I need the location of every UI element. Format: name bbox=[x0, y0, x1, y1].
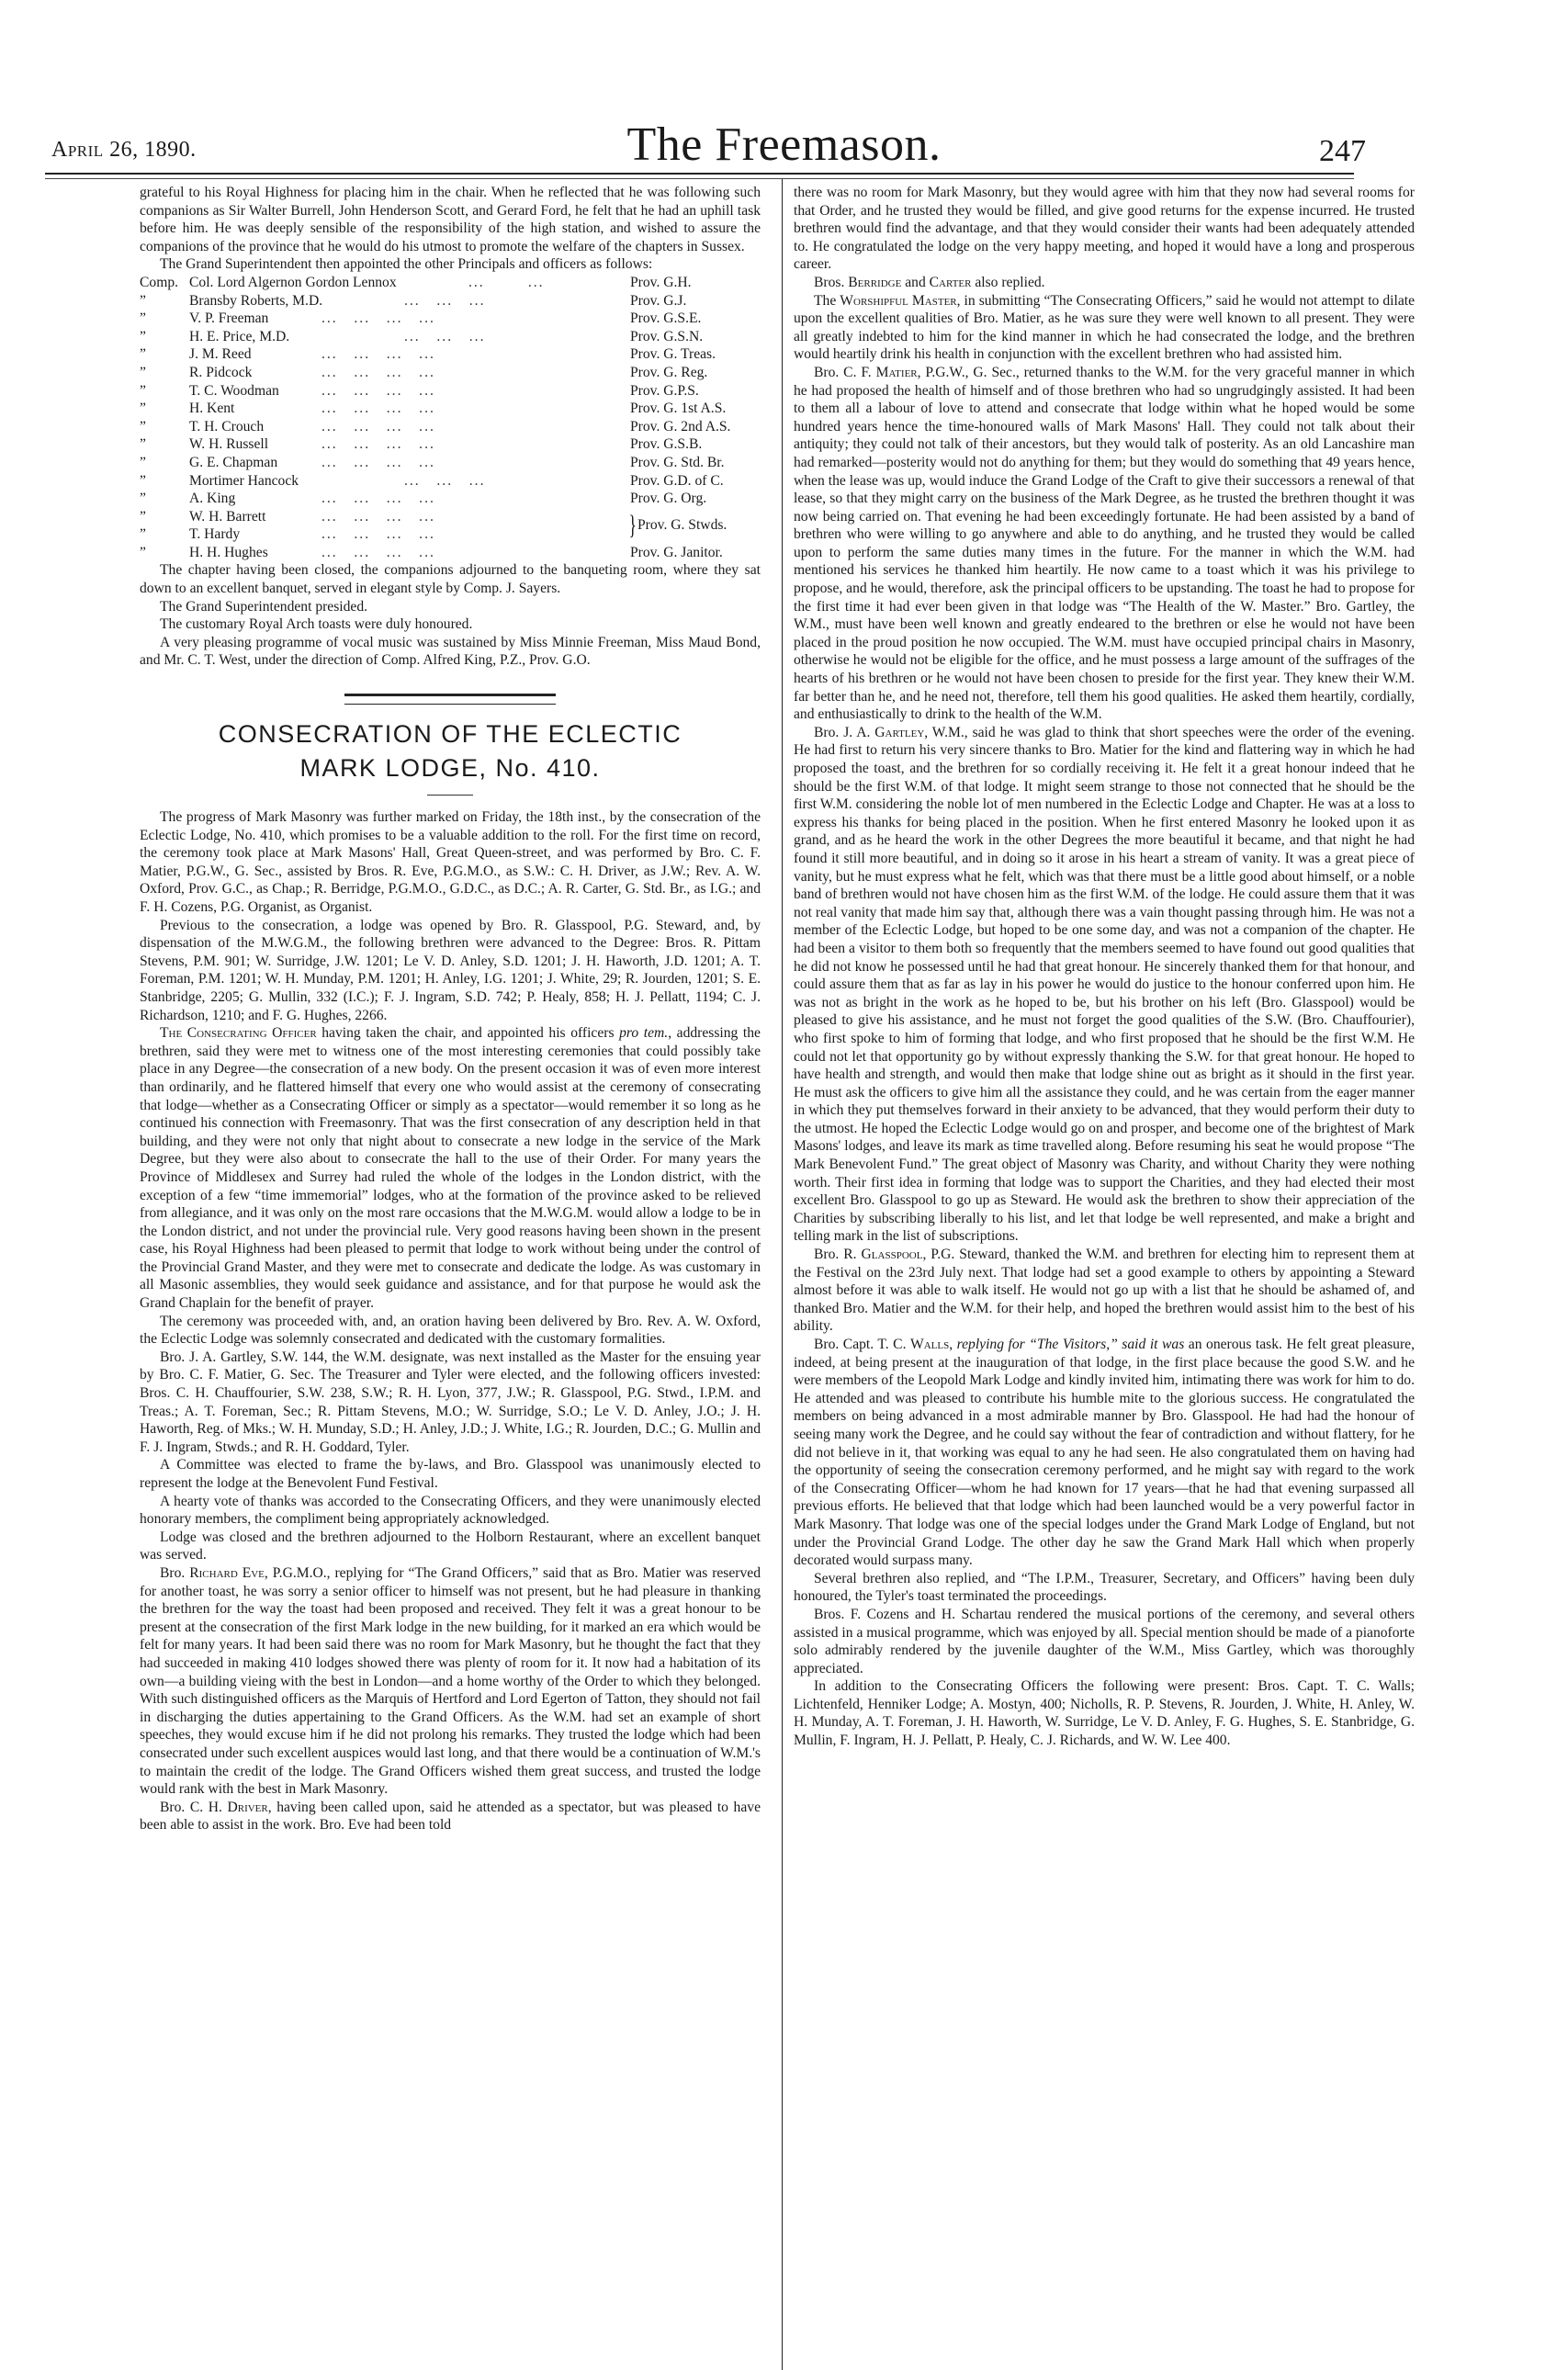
paragraph: The customary Royal Arch toasts were duly honoured. bbox=[160, 616, 473, 633]
ditto-mark: ” bbox=[140, 526, 146, 543]
paragraph bbox=[794, 292, 1415, 364]
officer-name: T. C. Woodman bbox=[189, 382, 279, 399]
speaker-name: Matier bbox=[875, 364, 918, 380]
italic-text: pro tem. bbox=[619, 1025, 669, 1042]
speaker-name: Carter bbox=[929, 274, 972, 290]
speaker-name: Gartley bbox=[874, 724, 925, 740]
officer-office: Prov. G. 2nd A.S. bbox=[630, 418, 731, 434]
paragraph bbox=[794, 1246, 1415, 1336]
headline-line: MARK LODGE, No. 410. bbox=[299, 754, 601, 783]
paragraph bbox=[794, 274, 1415, 292]
officer-office: Prov. G.S.N. bbox=[630, 328, 704, 344]
officer-name: Bransby Roberts, M.D. bbox=[189, 292, 323, 309]
paragraph: The chapter having been closed, the companions adjourned to the banqueting room, where they sat down to an excellent banquet, served in elegant style by Comp. J. Sayers. bbox=[140, 562, 761, 597]
ditto-mark: ” bbox=[140, 346, 146, 363]
leader-dots: ... ... ... ... bbox=[321, 436, 435, 453]
paragraph: A very pleasing programme of vocal music was sustained by Miss Minnie Freeman, Miss Maud Bond, and Mr. C. T. West, under the direction of Comp. Alfred King, P.Z., Prov. G.O. bbox=[140, 634, 761, 669]
text-run: Bro. bbox=[160, 1564, 190, 1581]
officer-office: Prov. G. Org. bbox=[630, 491, 707, 507]
officer-name: R. Pidcock bbox=[189, 364, 253, 380]
officer-office: Prov. G.P.S. bbox=[630, 382, 699, 399]
paragraph bbox=[794, 724, 1415, 1246]
officer-name: W. H. Barrett bbox=[189, 508, 266, 525]
officer-office: Prov. G.H. bbox=[630, 274, 692, 290]
paragraph bbox=[794, 1336, 1415, 1570]
paragraph: Lodge was closed and the brethren adjourned to the Holborn Restaurant, where an excellent banquet was served. bbox=[140, 1529, 761, 1563]
ditto-mark: ” bbox=[140, 436, 146, 453]
officer-office: Prov. G. Std. Br. bbox=[630, 454, 725, 470]
column-divider bbox=[782, 179, 783, 2370]
paragraph: Bro. J. A. Gartley, S.W. 144, the W.M. designate, was next installed as the Master for the ensuing year by Bro. C. F. Matier, G. Sec. The Treasurer and Tyler were elected, and the following officers invested: Bros. C. H. Chauffourier, S.W. 238, S.W.; R. H. Lyon, 377, J.W.; R. Glasspool, P.G. Stwd., I.P.M. and Treas.; A. T. Foreman, Sec.; R. Pittam Stevens, M.O.; W. Surridge, S.O.; Le V. D. Anley, J.O.; J. H. Haworth, Reg. of Mks.; W. H. Munday, S.D.; H. Anley, J.D.; J. White, I.G.; R. Jourden, D.C.; G. Mullin and F. J. Ingram, Stwds.; and R. H. Goddard, Tyler. bbox=[140, 1349, 761, 1455]
officer-row bbox=[140, 490, 761, 508]
text-run: , in submitting “The Consecrating Officers,” said he would not attempt to dilate upon the excellent qualities of Bro. Matier, as he was sure they were well known to all present. They were all greatly indebted to him for the kind manner in which he had consecrated the lodge, and the brethren would heartily drink his health in conjunction with the excellent brethren who had assisted him. bbox=[794, 292, 1415, 363]
issue-date: April 26, 1890. bbox=[51, 138, 197, 162]
article-headline bbox=[140, 717, 761, 785]
text-run: Bro. C. F. bbox=[814, 364, 876, 380]
text-run: , addressing the brethren, said they were met to witness one of the most interesting ceremonies that could possibly take place in any Degree—the consecration of a new body. On the present occasion it was of even more interest than ordinarily, and he flattered himself that every one who would assist at the ceremony of consecrating that lodge—whether as a Consecrating Officer or simply as a spectator—would remember it so long as he continued his connection with Freemasonry. That was the first consecration of any description held in that building, and they were not only that night about to consecrate a new lodge in the service of the Mark Degree, but they were also about to consecrate the hall to the use of their Order. For many years the Province of Middlesex and Surrey had ruled the whole of the lodges in the London district, with the exception of a few “time immemorial” lodges, who at the formation of the province asked to be relieved from allegiance, and it was only on the most rare occasions that the M.W.G.M. would allow a lodge to be in the London district, and not under the provincial rule. Very good reasons having been shown in the present case, his Royal Highness had been pleased to permit that lodge to work without being under the control of the Provincial Grand Master, and they were met to consecrate and dedicate the lodge. As was customary in all Masonic assemblies, they would seek guidance and assistance, and for that purpose he would ask the Grand Chaplain for the benefit of prayer. bbox=[140, 1025, 761, 1312]
paragraph: grateful to his Royal Highness for placing him in the chair. When he reflected that he was following such companions as Sir Walter Burrell, John Henderson Scott, and Gerard Ford, he felt that he had an uphill task before him. He was deeply sensible of the responsibility of the high station, and wished to assure the companions of the province that he would do his utmost to promote the welfare of the chapters in Sussex. bbox=[140, 185, 761, 254]
officer-office: Prov. G. Stwds. bbox=[637, 517, 728, 534]
leader-dots: ... ... ... ... bbox=[321, 364, 435, 380]
leader-dots: ... ... ... ... bbox=[321, 526, 435, 543]
text-run: also replied. bbox=[971, 274, 1045, 290]
text-run: Bro. C. H. bbox=[160, 1799, 228, 1815]
paragraph: In addition to the Consecrating Officers the following were present: Bros. Capt. T. C. Walls; Lichtenfeld, Henniker Lodge; A. Mostyn, 400; Nicholls, R. P. Stevens, R. Jourden, J. White, H. Anley, W. H. Munday, A. T. Foreman, J. H. Haworth, W. Surridge, Le V. D. Anley, F. G. Hughes, S. E. Stanbridge, G. Mullin, F. Ingram, H. J. Pellatt, P. Healy, C. J. Richards, and W. W. Lee 400. bbox=[794, 1678, 1415, 1749]
officer-name: T. Hardy bbox=[189, 526, 241, 543]
text-run: , bbox=[949, 1337, 957, 1352]
text-run: and bbox=[901, 274, 930, 290]
officer-office: Prov. G.S.B. bbox=[630, 436, 703, 453]
leader-dots: ... ... ... bbox=[404, 328, 486, 344]
masthead-rule-thin bbox=[45, 178, 1354, 179]
page-number: 247 bbox=[1319, 134, 1366, 168]
leader-dots: ... ... ... ... bbox=[321, 346, 435, 363]
officer-office: Prov. G. Treas. bbox=[630, 346, 716, 363]
text-run: Bro. J. A. bbox=[814, 724, 875, 740]
officer-row bbox=[140, 274, 761, 292]
text-run: , W.M., said he was glad to think that short speeches were the order of the evening. He had first to return his very sincere thanks to Bro. Matier for the kind and flattering way in which he had proposed the toast, and the brethren for so cordially receiving it. He felt it a great honour indeed that he should be the first W.M. of that lodge. It might seem strange to those not connected that he should be the first W.M. considering the noble lot of men numbered in the Eclectic Lodge and Chapter. He was at a loss to express his thanks for being placed in the position. When he first entered Masonry he looked upon it as grand, and as he heard the work in the other Degrees the more beautiful it became, and that night he had found it still more beautiful, and in doing so it arose in his heart a stream of vanity. It was a great piece of vanity, but he must express what he felt, which was that there must be a little good about himself, or a noble band of brethren would not have chosen him as the first W.M. of the lodge. He could assure them that it was not real vanity that made him say that, although there was a vain thought passing through him. He was not a member of the Eclectic Lodge, but hoped to be one some day, and was not a companion of the chapter. He had been a visitor to them both so frequently that the members seemed to have found out good qualities that he did not know he possessed until he had that great honour. He sincerely thanked them for that honour, and could assure them that as far as lay in his power he would do justice to the honour conferred upon him. He was not as bright in the work as he hoped to be, but his brother on his left (Bro. Glasspool) would be pleased to give his assistance, and he must not forget the good qualities of the S.W. (Bro. Chauffourier), who first spoke to him of forming that lodge, and who first proposed that he should be the first W.M. He could not let that opportunity go by without expressly thanking the S.W. for that great honour. He hoped to have health and strength, and would then make that lodge shine out as bright as it should in the first year. He must ask the officers to give him all the assistance they could, and he was certain from the eager manner in which they put themselves forward in their anxiety to be advanced, that they would perform their duty to the utmost. He hoped the Eclectic Lodge would go on and prosper, and become one of the brightest of Mark Masons' lodges, and leave its mark as time travelled along. Before resuming his seat he would propose “The Mark Benevolent Fund.” The great object of Masonry was Charity, and without Charity they were nothing worth. Their first idea in forming that lodge was to support the Charities, and they had elected their most excellent Bro. Glasspool to go up as Steward. He would ask the brethren to show their appreciation of the Charities by subscribing liberally to his list, and let that lodge be well represented, and make a bright and telling mark in the list of subscriptions. bbox=[794, 724, 1415, 1245]
leader-dots: ... ... ... ... bbox=[321, 310, 435, 327]
officer-row bbox=[140, 292, 761, 310]
officer-name: A. King bbox=[189, 491, 236, 507]
paragraph bbox=[140, 1564, 761, 1799]
leader-dots: ... ... ... ... bbox=[321, 401, 435, 417]
speaker-name: Glasspool bbox=[861, 1247, 923, 1263]
officer-row bbox=[140, 328, 761, 346]
ditto-mark: ” bbox=[140, 544, 146, 560]
officer-name: W. H. Russell bbox=[189, 436, 269, 453]
officer-row bbox=[140, 345, 761, 364]
speaker-name: Walls bbox=[910, 1337, 950, 1352]
ditto-mark: ” bbox=[140, 310, 146, 327]
officer-name: T. H. Crouch bbox=[189, 418, 265, 434]
paragraph: The ceremony was proceeded with, and, an oration having been delivered by Bro. Rev. A. W. Oxford, the Eclectic Lodge was solemnly consecrated and dedicated with the customary formalities. bbox=[140, 1313, 761, 1348]
speaker-name: Richard Eve bbox=[189, 1564, 265, 1581]
officer-office: Prov. G.J. bbox=[630, 292, 687, 309]
leader-dots: ... ... ... ... bbox=[321, 508, 435, 525]
officer-name: Col. Lord Algernon Gordon Lennox bbox=[189, 274, 397, 290]
text-run: , having been called upon, said he attended as a spectator, but was pleased to have been able to assist in the work. Bro. Eve had been told bbox=[140, 1799, 761, 1834]
officer-row bbox=[140, 435, 761, 454]
ditto-mark: ” bbox=[140, 472, 146, 489]
paragraph: Bros. F. Cozens and H. Schartau rendered the musical portions of the ceremony, and several others assisted in a musical programme, which was enjoyed by all. Special mention should be made of a pianoforte solo admirably rendered by the juvenile daughter of the W.M., Miss Gartley, which was thoroughly appreciated. bbox=[794, 1606, 1415, 1676]
leader-dots: ... ... ... ... bbox=[321, 544, 435, 560]
paragraph: A Committee was elected to frame the by-laws, and Bro. Glasspool was unanimously elected to represent the lodge at the Benevolent Fund Festival. bbox=[140, 1457, 761, 1491]
paragraph bbox=[140, 1799, 761, 1834]
officer-row bbox=[140, 310, 761, 328]
section-divider bbox=[344, 694, 556, 696]
headline-rule bbox=[427, 795, 473, 796]
headline-line: CONSECRATION OF THE ECLECTIC bbox=[218, 720, 682, 749]
officer-office: Prov. G.D. of C. bbox=[630, 472, 724, 489]
section-divider-thin bbox=[344, 704, 556, 705]
leader-dots: ... ... ... bbox=[404, 472, 486, 489]
left-column bbox=[140, 184, 761, 1834]
officer-prefix: Comp. bbox=[140, 274, 179, 290]
text-run: Bro. Capt. T. C. bbox=[814, 1337, 910, 1352]
officer-name: V. P. Freeman bbox=[189, 310, 269, 327]
officer-name: G. E. Chapman bbox=[189, 454, 278, 470]
leader-dots: ... ... ... bbox=[404, 292, 486, 309]
text-run: Bros. bbox=[814, 274, 849, 290]
officer-row bbox=[140, 525, 630, 544]
ditto-mark: ” bbox=[140, 418, 146, 434]
right-column bbox=[794, 184, 1415, 1750]
masthead-rule bbox=[45, 173, 1354, 175]
officer-name: H. H. Hughes bbox=[189, 544, 268, 560]
text-run: , P.G. Steward, thanked the W.M. and brethren for electing him to represent them at the Festival on the 23rd July next. That lodge had set a good example to others by appointing a Steward almost before it was able to walk itself. He would not go up with a list that he should be ashamed of, and thanked Bro. Matier and the W.M. for their help, and hoped the brethren would assist him to the best of his ability. bbox=[794, 1247, 1416, 1335]
paragraph bbox=[140, 1024, 761, 1313]
officer-office: Prov. G. Reg. bbox=[630, 364, 708, 380]
text-run: Bro. R. bbox=[814, 1247, 862, 1263]
ditto-mark: ” bbox=[140, 491, 146, 507]
paragraph: Previous to the consecration, a lodge was opened by Bro. R. Glasspool, P.G. Steward, and, by dispensation of the M.W.G.M., the following brethren were advanced to the Degree: Bros. R. Pittam Stevens, P.M. 901; W. Surridge, J.W. 1201; Le V. D. Anley, S.D. 1201; J. H. Haworth, J.D. 1201; A. T. Foreman, P.M. 1201; W. H. Munday, P.M. 1201; H. Anley, I.G. 1201; J. White, 29; R. Jourden, 1201; S. E. Stanbridge, 2205; G. Mullin, 332 (I.C.); F. J. Ingram, S.D. 742; P. Healy, 858; H. J. Pellatt, 1194; C. J. Richardson, 1210; and F. G. Hughes, 2266. bbox=[140, 917, 761, 1023]
italic-text: replying for “The Visitors,” said it was bbox=[956, 1337, 1185, 1352]
ditto-mark: ” bbox=[140, 508, 146, 525]
leader-dots: ... ... ... ... bbox=[321, 382, 435, 399]
officers-list bbox=[140, 274, 761, 562]
leader-dots: ... ... ... ... bbox=[321, 491, 435, 507]
officer-office: Prov. G. 1st A.S. bbox=[630, 401, 727, 417]
masthead bbox=[0, 0, 1568, 184]
stewards-group bbox=[140, 508, 761, 544]
officer-name: H. Kent bbox=[189, 401, 235, 417]
officer-office: Prov. G.S.E. bbox=[630, 310, 702, 327]
ditto-mark: ” bbox=[140, 328, 146, 344]
ditto-mark: ” bbox=[140, 382, 146, 399]
leader-dots: ... ... ... ... bbox=[321, 418, 435, 434]
text-run: , P.G.M.O., replying for “The Grand Officers,” said that as Bro. Matier was reserved for another toast, he was sorry a senior officer to himself was not present, but he had pleasure in thanking the brethren for the way the toast had been proposed and received. They felt it was a great honour to be present at the consecration of the first Mark lodge in the new building, for it marked an era which would be felt for many years. It had been said there was no room for Mark Masonry, but he thought the fact that they had succeeded in making 410 lodges showed there was plenty of room for it. It now had a habitation of its own—a building vieing with the best in London—and a home worthy of the Order to which they belonged. With such distinguished officers as the Marquis of Hertford and Lord Egerton of Tatton, they should not fail in discharging the duties appertaining to the Grand Officers. As the W.M. had set an example of short speeches, they would excuse him if he did not prolong his remarks. They trusted the lodge which had been consecrated under such excellent auspices would last long, and that there would be a continuation of W.M.'s to maintain the credit of the lodge. The Grand Officers wished them great success, and trusted the lodge would rank with the best in Mark Masonry. bbox=[140, 1564, 761, 1798]
paragraph: The Grand Superintendent presided. bbox=[160, 598, 368, 615]
paragraph: there was no room for Mark Masonry, but they would agree with him that they now had several rooms for that Order, and he trusted they would be filled, and give good returns for the expense incurred. He trusted brethren would find the advantage, and that they would consider their wants had been adequately attended to. He congratulated the lodge on the very happy meeting, and hoped it would have a long and prosperous career. bbox=[794, 185, 1415, 273]
text-run: an onerous task. He felt great pleasure, indeed, at being present at the inauguration of that lodge, in the first place because the good S.W. and he were members of the Leopold Mark Lodge and kindly invited him, intimating there was work for him to do. He attended and was pleased to contribute his humble mite to the glorious success. He congratulated the members on being advanced in a most admirable manner by Bro. Glasspool. He had had the honour of seeing many work the Degree, and he could say without the fear of contradiction and without flattery, for he did not believe in it, that working was equal to any he had seen. He also congratulated them on having had the opportunity of seeing the consecration ceremony performed, and he might say with regard to the work of the Consecrating Officer—whom he had known for 17 years—that he had that evening surpassed all previous efforts. He believed that that lodge which had been launched would be a very powerful factor in Mark Masonry. That lodge was one of the special lodges under the Grand Mark Lodge of England, but not under the Provincial Grand Lodge. The other day he saw the Grand Mark Hall which when properly decorated would surpass many. bbox=[794, 1337, 1415, 1569]
paragraph: The progress of Mark Masonry was further marked on Friday, the 18th inst., by the consecration of the Eclectic Lodge, No. 410, which promises to be a valuable addition to the roll. For the first time on record, the ceremony took place at Mark Masons' Hall, Great Queen-street, and was performed by Bro. C. F. Matier, P.G.W., G. Sec., assisted by Bros. R. Eve, P.G.M.O., as S.W.: C. H. Driver, as J.W.; Rev. A. W. Oxford, Prov. G.C., as Chap.; R. Berridge, P.G.M.O., G.D.C., as D.C.; A. R. Carter, G. Std. Br., as I.G.; and F. H. Cozens, P.G. Organist, as Organist. bbox=[140, 809, 761, 915]
officer-row bbox=[140, 472, 761, 491]
ditto-mark: ” bbox=[140, 401, 146, 417]
officer-row bbox=[140, 418, 761, 436]
paragraph: The Grand Superintendent then appointed the other Principals and officers as follows: bbox=[160, 256, 653, 273]
paragraph: Several brethren also replied, and “The I.P.M., Treasurer, Secretary, and Officers” having been duly honoured, the Tyler's toast terminated the proceedings. bbox=[794, 1570, 1415, 1605]
text-run: having taken the chair, and appointed his officers bbox=[316, 1025, 620, 1042]
text-run: , P.G.W., G. Sec., returned thanks to the W.M. for the very graceful manner in which he had proposed the health of himself and of those brethren who had so ungrudgingly assisted. It had been to them all a labour of love to attend and consecrate that lodge within what he hoped would be some hundred years hence the time-honoured walls of Mark Masons' Hall. They could not talk about their antiquity; they could not talk of their ancestors, but they would talk of posterity. As an old Lancashire man had remarked—posterity would not do anything for them; but they would do something that 49 years hence, when the lease was up, would induce the Grand Lodge of the Craft to give their successors a renewal of that lease, so that they might carry on the business of the Mark Degree, as he trusted the brethren thought it was now being carried on. That evening he had been exceedingly fortunate. He had been assisted by a band of brethren who were willing to go anywhere and able to do anything, and he trusted they would be called upon to perform the same duties many times in the future. For the manner in which the W.M. had mentioned his services he thanked him heartily. He now came to a toast which it was his privilege to propose, and he would, therefore, ask the principal officers to be upstanding. The toast he had to propose for the first time it had ever been given in that lodge was “The Health of the W. Master.” Bro. Gartley, the W.M., must have been well known and greatly endeared to the brethren or else he would not have been placed in the proud position he now occupied. The W.M. must have occupied principal chairs in Masonry, otherwise he would not be eligible for the office, and he must possess a large amount of the suffrages of the hearts of his brethren or he would not have been chosen to preside for the first year. They knew their W.M. far better than he, and he need not, therefore, tell them his good qualities. He asked them heartily, cordially, and enthusiastically to drink to the health of the W.M. bbox=[794, 364, 1415, 723]
speaker-name: The Consecrating Officer bbox=[160, 1025, 317, 1042]
officer-row bbox=[140, 382, 761, 401]
paragraph: A hearty vote of thanks was accorded to the Consecrating Officers, and they were unanimously elected honorary members, the compliment being appropriately acknowledged. bbox=[140, 1493, 761, 1528]
officer-name: Mortimer Hancock bbox=[189, 472, 299, 489]
text-run: The bbox=[814, 292, 840, 309]
newspaper-title: The Freemason. bbox=[626, 118, 942, 171]
ditto-mark: ” bbox=[140, 292, 146, 309]
leader-dots: ... ... ... ... bbox=[321, 454, 435, 470]
speaker-name: Worshipful Master bbox=[840, 292, 957, 309]
ditto-mark: ” bbox=[140, 364, 146, 380]
leader-dots: ... ... bbox=[468, 274, 545, 290]
officer-name: H. E. Price, M.D. bbox=[189, 328, 290, 344]
speaker-name: Driver bbox=[227, 1799, 268, 1815]
officer-row bbox=[140, 400, 761, 418]
paragraph bbox=[794, 364, 1415, 724]
ditto-mark: ” bbox=[140, 454, 146, 470]
officer-row bbox=[140, 454, 761, 472]
officer-row bbox=[140, 544, 761, 562]
officer-row bbox=[140, 364, 761, 382]
officer-office: Prov. G. Janitor. bbox=[630, 544, 723, 560]
curly-brace-icon: } bbox=[628, 510, 637, 541]
officer-row bbox=[140, 508, 630, 526]
speaker-name: Berridge bbox=[848, 274, 902, 290]
officer-name: J. M. Reed bbox=[189, 346, 252, 363]
